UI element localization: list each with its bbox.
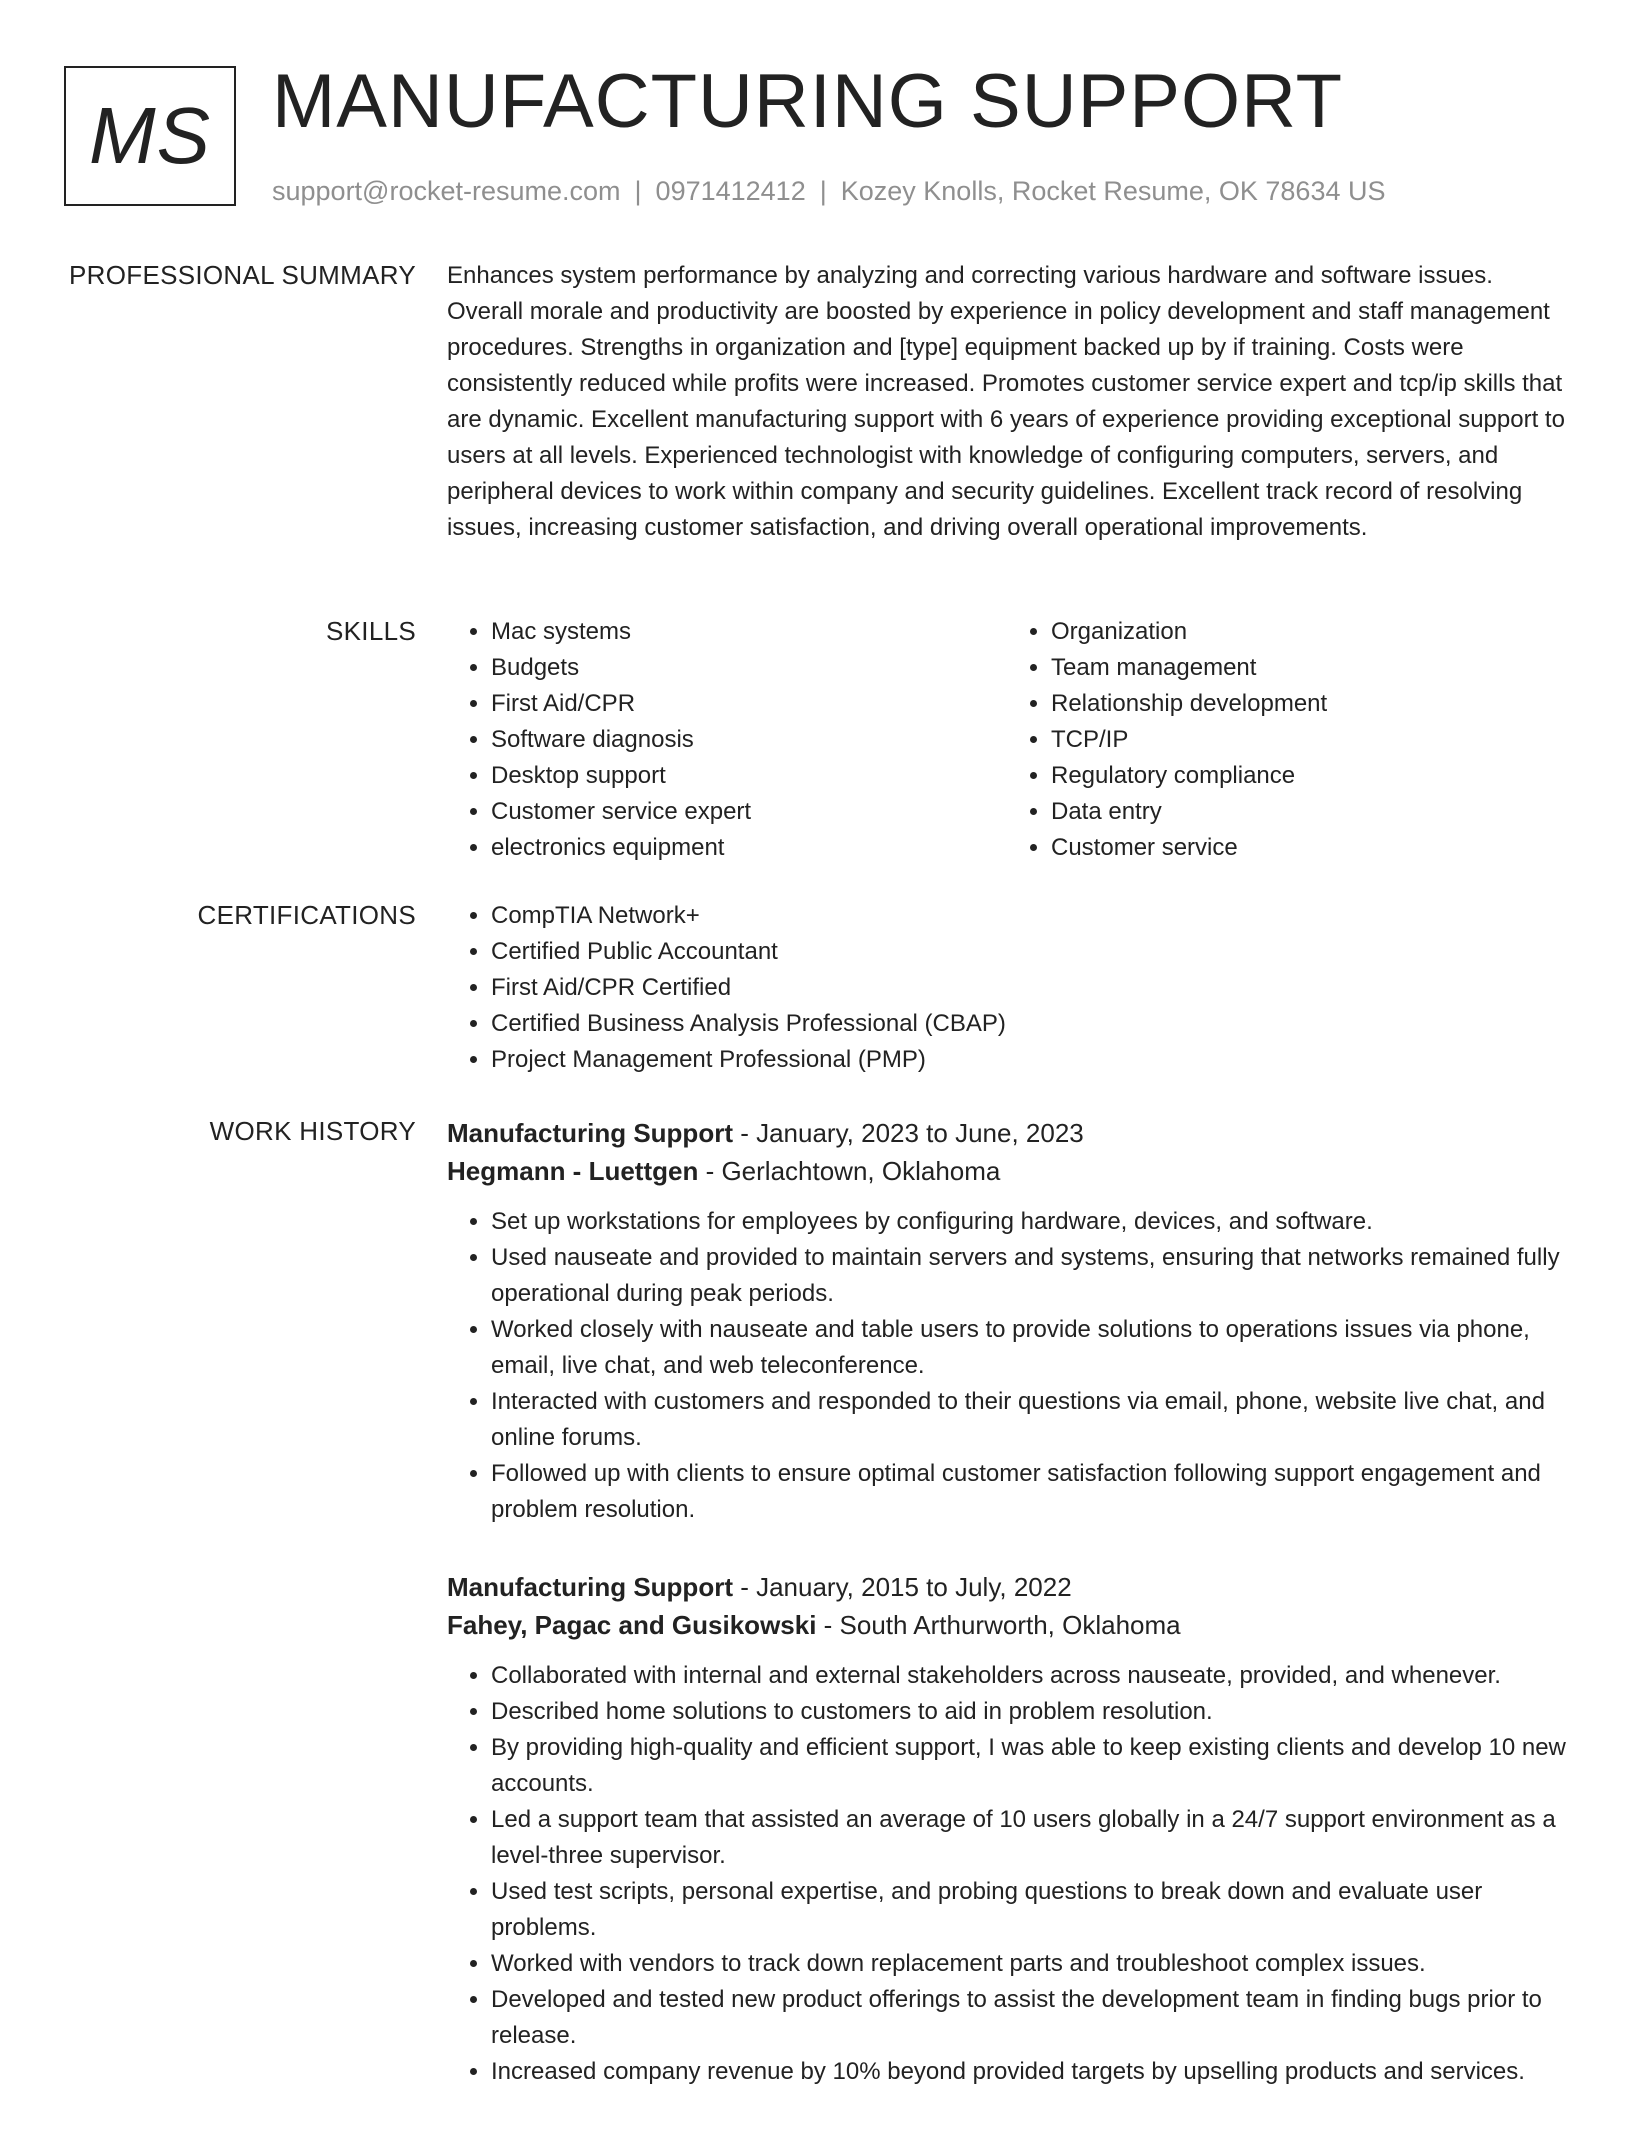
- skill-item: • Desktop support: [491, 758, 1007, 794]
- contact-separator: |: [634, 176, 642, 206]
- section-label-work-history: WORK HISTORY: [209, 1116, 416, 1146]
- job-bullet: • Interacted with customers and responded to their questions via email, phone, website live chat, and online forums.: [491, 1384, 1567, 1456]
- job-entry: [447, 1114, 1567, 1528]
- contact-phone[interactable]: 0971412412: [655, 176, 806, 206]
- job-company: Fahey, Pagac and Gusikowski: [447, 1610, 817, 1640]
- certifications-list: [447, 898, 1567, 1078]
- skill-item: • Data entry: [1051, 794, 1567, 830]
- section-label-certifications: CERTIFICATIONS: [197, 900, 416, 930]
- contact-address: Kozey Knolls, Rocket Resume, OK 78634 US: [840, 176, 1386, 206]
- summary-content: [447, 258, 1567, 546]
- work-history-content: [447, 1114, 1567, 2130]
- resume-name: MANUFACTURING SUPPORT: [272, 59, 1344, 144]
- contact-email[interactable]: support@rocket-resume.com: [272, 176, 621, 206]
- contact-line: [272, 174, 1386, 208]
- certification-item: • Certified Business Analysis Professional (CBAP): [491, 1006, 1567, 1042]
- job-title: Manufacturing Support: [447, 1118, 733, 1148]
- job-bullet: • Led a support team that assisted an average of 10 users globally in a 24/7 support environment as a level-three supervisor.: [491, 1802, 1567, 1874]
- job-dates: - January, 2015 to July, 2022: [732, 1572, 1072, 1602]
- skill-item: • Relationship development: [1051, 686, 1567, 722]
- skill-item: • Regulatory compliance: [1051, 758, 1567, 794]
- skill-item: • Mac systems: [491, 614, 1007, 650]
- certification-item: • CompTIA Network+: [491, 898, 1567, 934]
- skill-item: • electronics equipment: [491, 830, 1007, 866]
- job-bullets: [447, 1204, 1567, 1528]
- job-location: - Gerlachtown, Oklahoma: [698, 1156, 1001, 1186]
- job-title-line: [447, 1568, 1567, 1606]
- job-dates: - January, 2023 to June, 2023: [732, 1118, 1084, 1148]
- certification-item: • Certified Public Accountant: [491, 934, 1567, 970]
- job-bullet: • By providing high-quality and efficient support, I was able to keep existing clients and develop 10 new accounts.: [491, 1730, 1567, 1802]
- job-location: - South Arthurworth, Oklahoma: [816, 1610, 1181, 1640]
- summary-text: Enhances system performance by analyzing and correcting various hardware and software issues. Overall morale and productivity are boosted by experience in policy development and staff management procedures. Strengths in organization and [type] equipment backed up by if training. Costs were consistently reduced while profits were increased. Promotes customer service expert and tcp/ip skills that are dynamic. Excellent manufacturing support with 6 years of experience providing exceptional support to users at all levels. Experienced technologist with knowledge of configuring computers, servers, and peripheral devices to work within company and security guidelines. Excellent track record of resolving issues, increasing customer satisfaction, and driving overall operational improvements.: [447, 262, 1565, 541]
- skill-item: • Budgets: [491, 650, 1007, 686]
- job-company-line: [447, 1606, 1567, 1644]
- certification-item: • Project Management Professional (PMP): [491, 1042, 1567, 1078]
- skill-item: • Team management: [1051, 650, 1567, 686]
- job-bullet: • Used test scripts, personal expertise, and probing questions to break down and evaluate user problems.: [491, 1874, 1567, 1946]
- section-label-skills: SKILLS: [326, 616, 416, 646]
- job-bullet: • Used nauseate and provided to maintain servers and systems, ensuring that networks remained fully operational during peak periods.: [491, 1240, 1567, 1312]
- job-title-line: [447, 1114, 1567, 1152]
- skills-list-left: [447, 614, 1007, 866]
- skill-item: • Organization: [1051, 614, 1567, 650]
- job-bullet: • Followed up with clients to ensure optimal customer satisfaction following support engagement and problem resolution.: [491, 1456, 1567, 1528]
- skills-content: [447, 614, 1567, 866]
- job-bullet: • Collaborated with internal and external stakeholders across nauseate, provided, and whenever.: [491, 1658, 1567, 1694]
- job-entry: [447, 1568, 1567, 2090]
- certifications-content: [447, 898, 1567, 1078]
- job-bullet: • Described home solutions to customers to aid in problem resolution.: [491, 1694, 1567, 1730]
- certification-item: • First Aid/CPR Certified: [491, 970, 1567, 1006]
- skill-item: • TCP/IP: [1051, 722, 1567, 758]
- job-bullets: [447, 1658, 1567, 2090]
- skill-item: • Software diagnosis: [491, 722, 1007, 758]
- contact-separator: |: [819, 176, 827, 206]
- skill-item: • Customer service: [1051, 830, 1567, 866]
- job-bullet: • Developed and tested new product offerings to assist the development team in finding bugs prior to release.: [491, 1982, 1567, 2054]
- job-bullet: • Worked with vendors to track down replacement parts and troubleshoot complex issues.: [491, 1946, 1567, 1982]
- job-bullet: • Worked closely with nauseate and table users to provide solutions to operations issues via phone, email, live chat, and web teleconference.: [491, 1312, 1567, 1384]
- skill-item: • First Aid/CPR: [491, 686, 1007, 722]
- job-bullet: • Set up workstations for employees by configuring hardware, devices, and software.: [491, 1204, 1567, 1240]
- job-company: Hegmann - Luettgen: [447, 1156, 699, 1186]
- job-bullet: • Increased company revenue by 10% beyond provided targets by upselling products and services.: [491, 2054, 1567, 2090]
- section-label-summary: PROFESSIONAL SUMMARY: [69, 260, 416, 290]
- job-company-line: [447, 1152, 1567, 1190]
- skills-list-right: [1007, 614, 1567, 866]
- job-title: Manufacturing Support: [447, 1572, 733, 1602]
- monogram-initials: MS: [89, 91, 211, 180]
- skill-item: • Customer service expert: [491, 794, 1007, 830]
- monogram-box: [64, 66, 236, 206]
